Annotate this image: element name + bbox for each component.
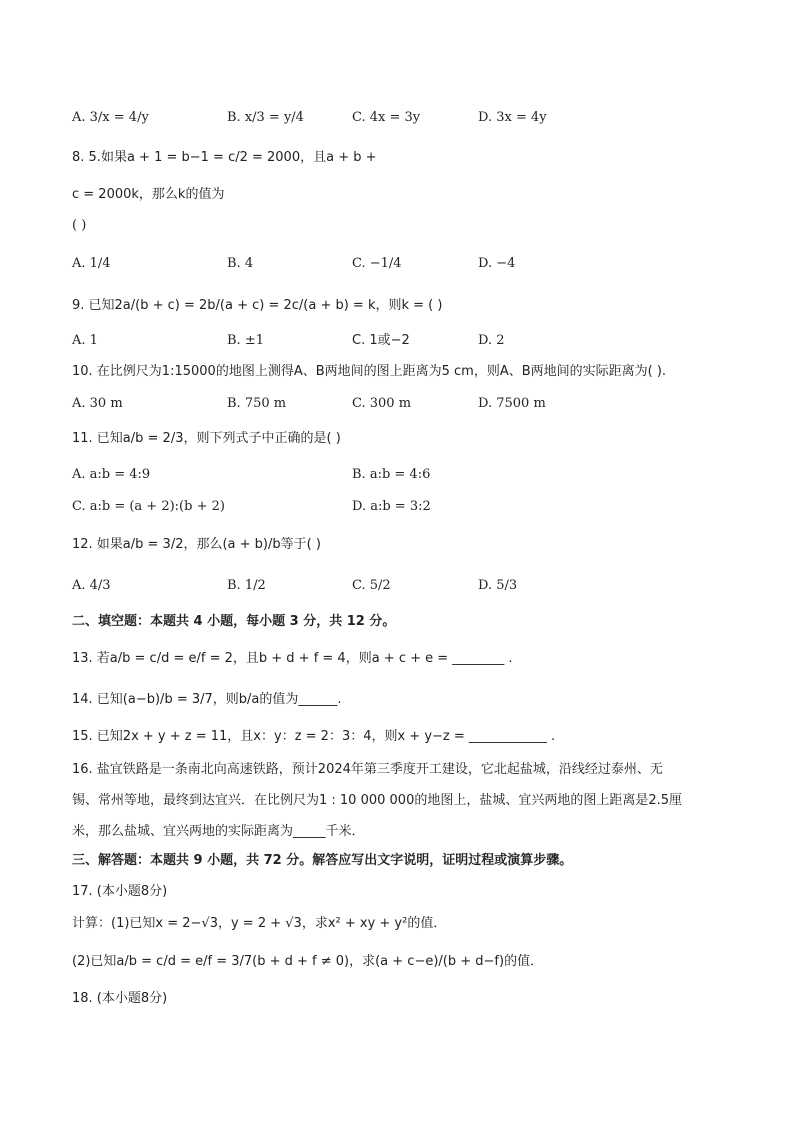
q14: 14. 已知(a−b)/b = 3/7，则b/a的值为______. (72, 692, 342, 707)
q7-option-d: D. 3x = 4y (478, 110, 547, 125)
q10-stem: 10. 在比例尺为1:15000的地图上测得A、B两地间的图上距离为5 cm，则A、B两地间的实际距离为( ). (72, 364, 667, 379)
q13: 13. 若a/b = c/d = e/f = 2，且b + d + f = 4，则a + c + e = ________ . (72, 651, 513, 666)
q17-part2: (2)已知a/b = c/d = e/f = 3/7(b + d + f ≠ 0)，求(a + c−e)/(b + d−f)的值． (72, 954, 544, 969)
q12-option-c: C. 5/2 (352, 578, 391, 593)
q7-option-b: B. x/3 = y/4 (227, 110, 304, 125)
q9-stem: 9. 已知2a/(b + c) = 2b/(a + c) = 2c/(a + b) = k，则k = ( ) (72, 298, 443, 313)
q10-option-c: C. 300 m (352, 396, 412, 411)
section3-heading: 三、解答题：本题共 9 小题，共 72 分。解答应写出文字说明，证明过程或演算步骤。 (72, 853, 573, 868)
q8-option-c: C. −1/4 (352, 256, 402, 271)
q10-option-b: B. 750 m (227, 396, 287, 411)
q17-part1: 计算：(1)已知x = 2−√3，y = 2 + √3，求x² + xy + y²的值． (72, 916, 447, 931)
section2-heading: 二、填空题：本题共 4 小题，每小题 3 分，共 12 分。 (72, 614, 396, 629)
q15: 15. 已知2x + y + z = 11，且x：y：z = 2：3：4，则x + y−z = ____________ . (72, 729, 556, 744)
q11-option-b: B. a:b = 4:6 (352, 467, 431, 482)
q11-option-a: A. a:b = 4:9 (72, 467, 151, 482)
q12-stem: 12. 如果a/b = 3/2，那么(a + b)/b等于( ) (72, 537, 321, 552)
q9-option-c: C. 1或−2 (352, 333, 410, 348)
q8-stem-line1: 8. 5.如果a + 1 = b−1 = c/2 = 2000，且a + b + (72, 150, 377, 165)
q16-line2: 锡、常州等地，最终到达宜兴．在比例尺为1 : 10 000 000的地图上，盐城、宜兴两地的图上距离是2.5厘 (72, 793, 683, 808)
q9-option-d: D. 2 (478, 333, 505, 348)
q8-option-d: D. −4 (478, 256, 516, 271)
q7-option-a: A. 3/x = 4/y (72, 110, 149, 125)
q11-option-d: D. a:b = 3:2 (352, 499, 431, 514)
q8-stem-line2: c = 2000k，那么k的值为 (72, 187, 225, 202)
q16-line3: 米，那么盐城、宜兴两地的实际距离为_____千米． (72, 824, 365, 839)
q12-option-d: D. 5/3 (478, 578, 518, 593)
q8-blank: ( ) (72, 218, 87, 233)
q9-option-a: A. 1 (72, 333, 98, 348)
q11-stem: 11. 已知a/b = 2/3，则下列式子中正确的是( ) (72, 431, 341, 446)
q17-title: 17. (本小题8分) (72, 884, 168, 899)
q7-option-c: C. 4x = 3y (352, 110, 421, 125)
q10-option-d: D. 7500 m (478, 396, 546, 411)
q8-option-a: A. 1/4 (72, 256, 111, 271)
q12-option-b: B. 1/2 (227, 578, 266, 593)
q9-option-b: B. ±1 (227, 333, 264, 348)
q11-option-c: C. a:b = (a + 2):(b + 2) (72, 499, 225, 514)
q10-option-a: A. 30 m (72, 396, 123, 411)
q18-title: 18. (本小题8分) (72, 991, 168, 1006)
q8-option-b: B. 4 (227, 256, 254, 271)
q12-option-a: A. 4/3 (72, 578, 111, 593)
q16-line1: 16. 盐宜铁路是一条南北向高速铁路，预计2024年第三季度开工建设，它北起盐城，沿线经过泰州、无 (72, 762, 663, 777)
